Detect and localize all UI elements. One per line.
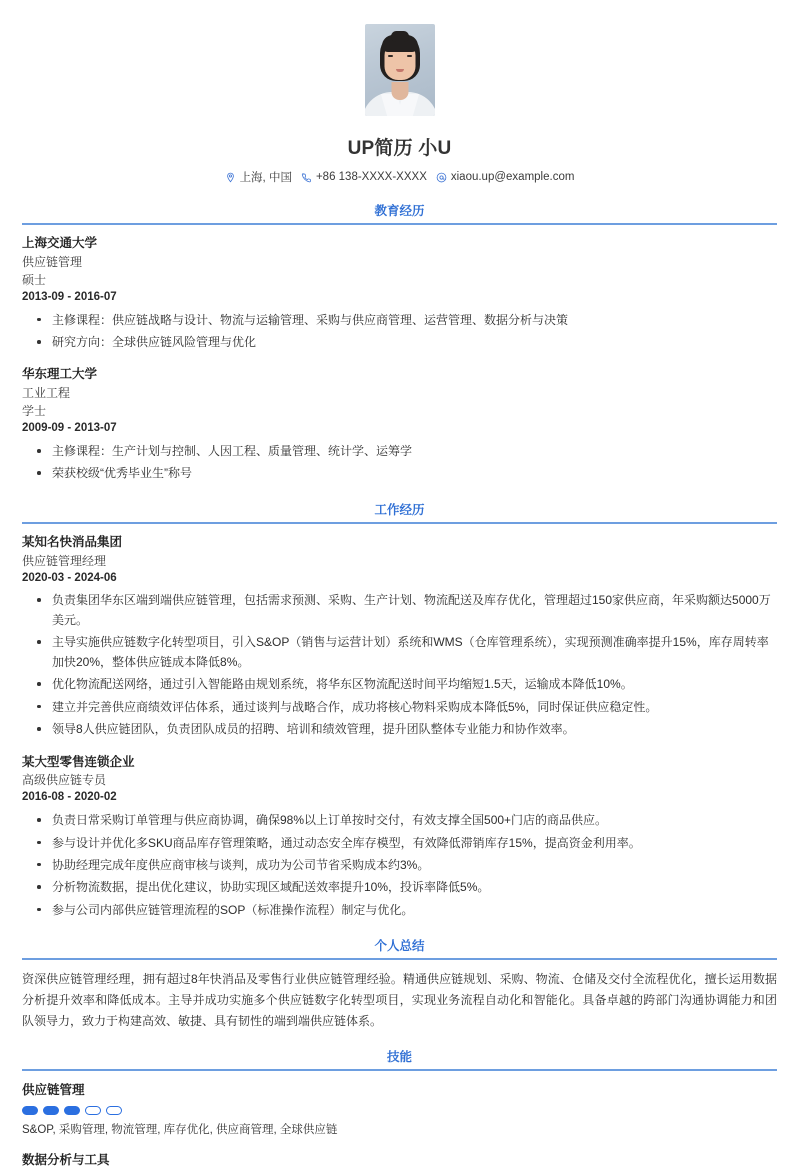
list-item: 优化物流配送网络，通过引入智能路由规划系统，将华东区物流配送时间平均缩短1.5天，运输成本降低10%。 (22, 675, 777, 694)
skill-tags: S&OP, 采购管理, 物流管理, 库存优化, 供应商管理, 全球供应链 (22, 1124, 338, 1137)
experience-role: 供应链管理经理 (22, 553, 107, 568)
education-degree: 学士 (22, 404, 47, 419)
section-divider (22, 958, 777, 960)
skill-level-meter (22, 1106, 777, 1115)
section-title-skills: 技能 (386, 1050, 412, 1065)
photo-neck (391, 82, 408, 100)
skill-pip (106, 1106, 122, 1115)
education-major: 工业工程 (22, 386, 71, 401)
list-item: 负责日常采购订单管理与供应商协调，确保98%以上订单按时交付，有效支撑全国500+门店的商品供应。 (22, 811, 777, 830)
section-divider (22, 522, 777, 524)
list-item: 分析物流数据，提出优化建议，协助实现区域配送效率提升10%，投诉率降低5%。 (22, 878, 777, 897)
education-bullets (22, 442, 777, 484)
section-skills (22, 1047, 777, 1169)
experience-entry (22, 533, 777, 740)
section-title-education: 教育经历 (374, 204, 425, 218)
section-summary (22, 936, 777, 1031)
education-bullets (22, 311, 777, 353)
education-date: 2009-09 - 2013-07 (22, 422, 117, 435)
skill-pip (85, 1106, 101, 1115)
education-date: 2013-09 - 2016-07 (22, 290, 117, 303)
contact-location-text: 上海, 中国 (239, 172, 292, 184)
contact-info (22, 169, 777, 185)
section-title-summary: 个人总结 (374, 939, 425, 954)
photo-hair-bun (391, 31, 409, 42)
list-item: 领导8人供应链团队，负责团队成员的招聘、培训和绩效管理，提升团队整体专业能力和协作效率。 (22, 720, 777, 739)
list-item: 主修课程：生产计划与控制、人因工程、质量管理、统计学、运筹学 (22, 442, 777, 461)
list-item: 参与设计并优化多SKU商品库存管理策略，通过动态安全库存模型，有效降低滞销库存15%，提高资金利用率。 (22, 834, 777, 853)
list-item: 负责集团华东区端到端供应链管理，包括需求预测、采购、生产计划、物流配送及库存优化，管理超过150家供应商，年采购额达5000万美元。 (22, 591, 777, 630)
contact-location (225, 169, 292, 185)
experience-company: 某大型零售连锁企业 (22, 754, 135, 769)
education-entry (22, 234, 777, 352)
education-major: 供应链管理 (22, 254, 83, 269)
list-item: 协助经理完成年度供应商审核与谈判，成功为公司节省采购成本约3%。 (22, 856, 777, 875)
contact-phone (301, 171, 427, 183)
photo-eye-left (388, 55, 393, 57)
experience-bullets (22, 591, 777, 739)
skill-group-name: 数据分析与工具 (22, 1152, 110, 1167)
education-school: 华东理工大学 (22, 367, 98, 382)
list-item: 研究方向：全球供应链风险管理与优化 (22, 333, 777, 352)
location-pin-icon (225, 172, 236, 183)
resume-header (22, 22, 777, 185)
experience-company: 某知名快消品集团 (22, 534, 123, 549)
education-entry (22, 365, 777, 483)
summary-text: 资深供应链管理经理，拥有超过8年快消品及零售行业供应链管理经验。精通供应链规划、采购、物流、仓储及交付全流程优化，擅长运用数据分析提升效率和降低成本。主导并成功实施多个供应链数字化转型项目，实现业务流程自动化和智能化。具备卓越的跨部门沟通协调能力和团队领导力，致力于构建高效、敏捷、具有韧性的端到端供应链体系。 (22, 972, 777, 1028)
skill-pip (64, 1106, 80, 1115)
experience-date: 2016-08 - 2020-02 (22, 791, 117, 804)
experience-role: 高级供应链专员 (22, 773, 107, 788)
list-item: 参与公司内部供应链管理流程的SOP（标准操作流程）制定与优化。 (22, 901, 777, 920)
education-school: 上海交通大学 (22, 236, 98, 250)
education-degree: 硕士 (22, 272, 47, 287)
skill-group-name: 供应链管理 (22, 1083, 85, 1098)
list-item: 荣获校级“优秀毕业生”称号 (22, 464, 777, 483)
list-item: 主修课程：供应链战略与设计、物流与运输管理、采购与供应商管理、运营管理、数据分析与决策 (22, 311, 777, 330)
section-education (22, 201, 777, 484)
experience-entry (22, 753, 777, 921)
skill-pip (22, 1106, 38, 1115)
contact-email (436, 171, 575, 183)
list-item: 建立并完善供应商绩效评估体系，通过谈判与战略合作，成功将核心物料采购成本降低5%，同时保证供应稳定性。 (22, 698, 777, 717)
phone-icon (301, 172, 312, 183)
skill-group (22, 1150, 777, 1170)
contact-phone-text: +86 138-XXXX-XXXX (315, 171, 427, 183)
section-divider (22, 223, 777, 225)
skill-group (22, 1080, 777, 1139)
skill-pip (43, 1106, 59, 1115)
experience-bullets (22, 811, 777, 920)
section-divider (22, 1069, 777, 1071)
list-item: 主导实施供应链数字化转型项目，引入S&OP（销售与运营计划）系统和WMS（仓库管理系统），实现预测准确率提升15%，库存周转率加快20%，整体供应链成本降低8%。 (22, 633, 777, 672)
contact-email-text: xiaou.up@example.com (450, 171, 575, 183)
section-experience (22, 500, 777, 920)
section-title-experience: 工作经历 (374, 502, 425, 517)
candidate-name: UP简历 小U (347, 138, 452, 159)
profile-photo (365, 24, 435, 116)
email-at-icon (436, 172, 447, 183)
photo-eye-right (407, 55, 412, 57)
experience-date: 2020-03 - 2024-06 (22, 571, 117, 584)
